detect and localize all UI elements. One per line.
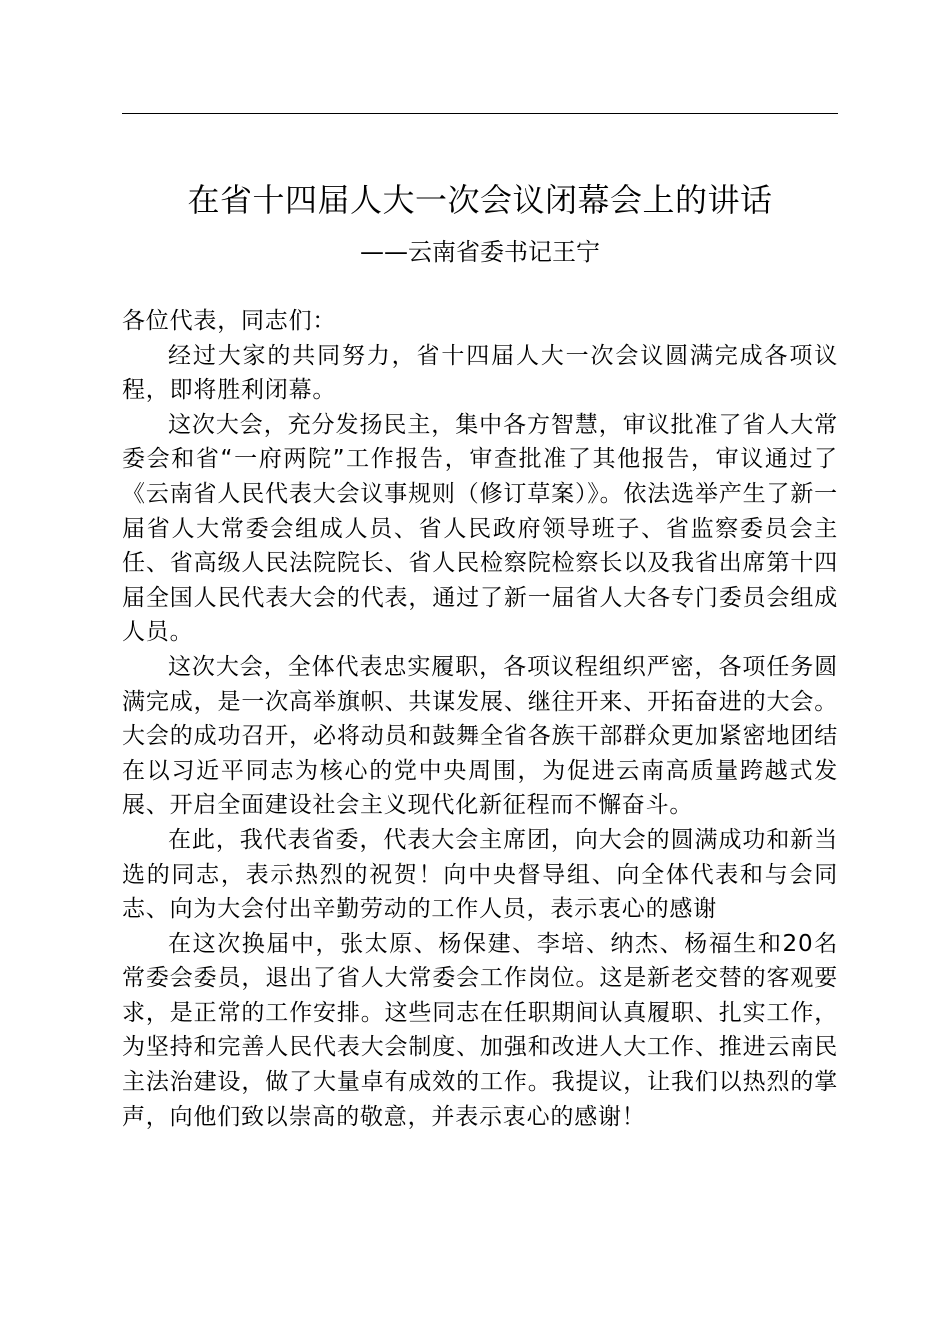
paragraph-1: 经过大家的共同努力，省十四届人大一次会议圆满完成各项议程，即将胜利闭幕。 bbox=[122, 342, 838, 404]
document-subtitle: ——云南省委书记王宁 bbox=[360, 238, 600, 266]
salutation: 各位代表，同志们： bbox=[122, 308, 337, 334]
paragraph-4: 在此，我代表省委，代表大会主席团，向大会的圆满成功和新当选的同志，表示热烈的祝贺！向中央督导组、向全体代表和与会同志、向为大会付出辛勤劳动的工作人员，表示衷心的感谢 bbox=[122, 826, 838, 923]
header-rule bbox=[122, 113, 838, 114]
paragraph-3: 这次大会，全体代表忠实履职，各项议程组织严密，各项任务圆满完成，是一次高举旗帜、共谋发展、继往开来、开拓奋进的大会。大会的成功召开，必将动员和鼓舞全省各族干部群众更加紧密地团结在以习近平同志为核心的党中央周围，为促进云南高质量跨越式发展、开启全面建设社会主义现代化新征程而不懈奋斗。 bbox=[122, 653, 838, 819]
paragraph-2: 这次大会，充分发扬民主，集中各方智慧，审议批准了省人大常委会和省“一府两院”工作报告，审查批准了其他报告，审议通过了《云南省人民代表大会议事规则（修订草案）》。依法选举产生了新一届省人大常委会组成人员、省人民政府领导班子、省监察委员会主任、省高级人民法院院长、省人民检察院检察长以及我省出席第十四届全国人民代表大会的代表，通过了新一届省人大各专门委员会组成人员。 bbox=[122, 411, 838, 646]
paragraph-5: 在这次换届中，张太原、杨保建、李培、纳杰、杨福生和20名常委会委员，退出了省人大常委会工作岗位。这是新老交替的客观要求，是正常的工作安排。这些同志在任职期间认真履职、扎实工作，为坚持和完善人民代表大会制度、加强和改进人大工作、推进云南民主法治建设，做了大量卓有成效的工作。我提议，让我们以热烈的掌声，向他们致以崇高的敬意，并表示衷心的感谢！ bbox=[122, 930, 838, 1130]
document-title: 在省十四届人大一次会议闭幕会上的讲话 bbox=[187, 181, 773, 219]
speech-body bbox=[122, 304, 838, 1134]
